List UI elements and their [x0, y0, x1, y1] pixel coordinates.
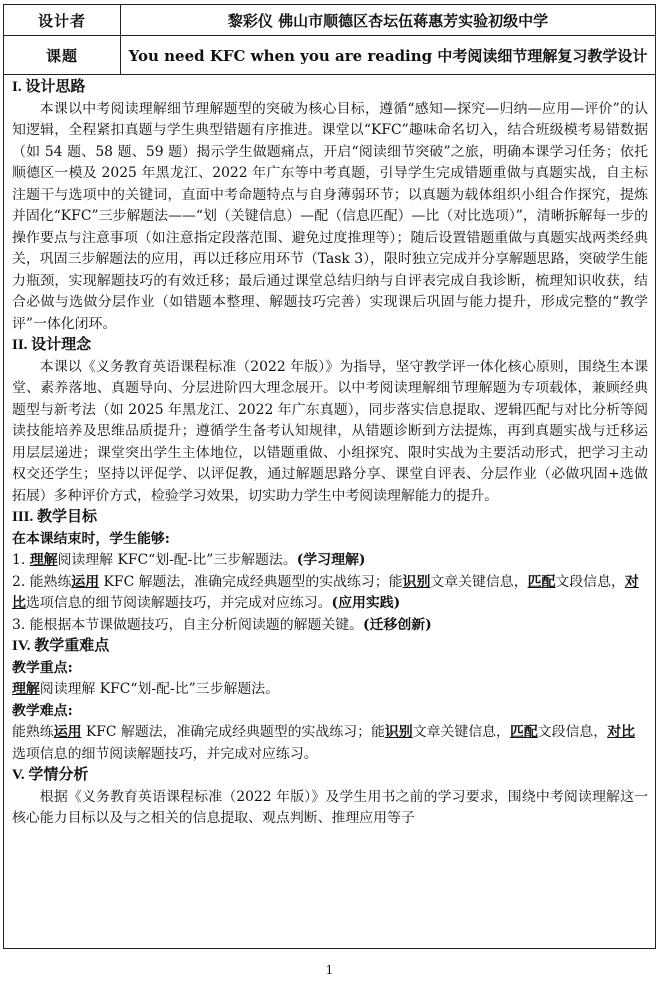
key-points-label: 教学重点: — [12, 659, 73, 676]
objective-1-number: 1. — [12, 552, 26, 568]
objective-2-text-b: KFC 解题法，准确完成经典题型的实战练习；能 — [99, 573, 403, 590]
objective-1-text: 阅读理解 KFC“划-配-比”三步解题法。 — [57, 552, 297, 568]
topic-row — [4, 36, 655, 75]
difficult-points-text — [12, 722, 648, 765]
section-title-learner-analysis: V. 学情分析 — [12, 767, 89, 783]
difficult-text-e: 选项信息的细节阅读解题技巧，并完成对应练习。 — [12, 745, 318, 762]
design-concept-paragraph: 本课以《义务教育英语课程标准（2022 年版）》为指导，坚守教学评一体化核心原则，围绕生本课堂、素养落地、真题导向、分层进阶四大理念展开。以中考阅读理解细节理解题为专项载体，兼顾经典题型与新考法（如 2025 年黑龙江、2022 年广东真题），同步落实信息提取、逻辑匹配与对比分析等阅读技能培养及思维品质提升；遵循学生备考认知规律，从错题诊断到方法提炼，再到真题实战与迁移运用层层递进；课堂突出学生主体地位，以错题重做、小组探究、限时实战为主要活动形式，把学习主动权交还学生；坚持以评促学、以评促教，通过解题思路分享、课堂自评表、分层作业（必做巩固+选做拓展）多种评价方式，检验学习效果，切实助力学生中考阅读理解能力的提升。 — [12, 358, 648, 504]
objectives-lead: 在本课结束时，学生能够: — [12, 530, 170, 547]
designer-label: 设计者 — [4, 5, 121, 35]
objective-2 — [12, 572, 648, 615]
learner-analysis-paragraph: 根据《义务教育英语课程标准（2022 年版）》及学生用书之前的学习要求，围绕中考阅读理解这一核心能力目标以及与之相关的信息提取、观点判断、推理应用等子 — [12, 788, 648, 826]
objective-1 — [12, 550, 648, 572]
objective-2-text-d: 文段信息， — [555, 573, 625, 590]
key-points-keyword: 理解 — [12, 681, 40, 697]
key-points-body: 阅读理解 KFC“划-配-比”三步解题法。 — [39, 681, 280, 697]
objective-3-tag: (迁移创新) — [363, 616, 432, 633]
objective-1-tag: (学习理解) — [296, 552, 366, 568]
objective-2-tag: (应用实践) — [331, 595, 401, 611]
section-title-key-difficult: IV. 教学重难点 — [12, 638, 110, 654]
difficult-keyword-compare: 对比 — [607, 724, 635, 740]
key-points-text — [12, 679, 648, 701]
objective-3 — [12, 615, 648, 637]
design-idea-paragraph: 本课以中考阅读理解细节理解题型的突破为核心目标，遵循“感知—探究—归纳—应用—评价”的认知逻辑，全程紧扣真题与学生典型错题有序推进。课堂以“KFC”趣味命名切入，结合班级模考易错数据（如 54 题、58 题、59 题）揭示学生做题痛点，开启“阅读细节突破”之旅，明确本课学习任务；依托顺德区一模及 2025 年黑龙江、2022 年广东等中考真题，引导学生完成错题重做与真题实战，自主标注题干与选项中的关键词，直面中考命题特点与自身薄弱环节；以真题为载体组织小组合作探究，提炼并固化“KFC”三步解题法——“划（关键信息）—配（信息匹配）—比（对比选项）”，清晰拆解每一步的操作要点与注意事项（如注意指定段落范围、避免过度推理等）；随后设置错题重做与真题实战两类经典关，巩固三步解题法的应用，再以迁移应用环节（Task 3），限时独立完成并分享解题思路，突破学生能力瓶颈，实现解题技巧的有效迁移；最后通过课堂总结归纳与自评表完成自我诊断，梳理知识收获，结合必做与选做分层作业（如错题本整理、解题技巧完善）实现课后巩固与能力提升，形成完整的“教学评”一体化闭环。 — [12, 100, 648, 332]
objective-3-text: 3. 能根据本节课做题技巧，自主分析阅读题的解题关键。 — [12, 616, 364, 633]
objective-2-keyword-compare: 对比 — [12, 573, 639, 611]
difficult-points-label: 教学难点: — [12, 702, 73, 719]
document-table — [3, 4, 656, 949]
objective-2-keyword-identify: 识别 — [402, 573, 431, 590]
difficult-keyword-match: 匹配 — [509, 724, 538, 740]
objective-2-keyword-use: 运用 — [71, 573, 100, 590]
topic-value: You need KFC when you are reading 中考阅读细节理解复习教学设计 — [128, 46, 648, 65]
section-title-design-idea: I. 设计思路 — [12, 79, 86, 95]
section-title-objectives: III. 教学目标 — [12, 509, 98, 525]
topic-label: 课题 — [4, 36, 121, 74]
objective-2-text-a: 2. 能熟练 — [12, 573, 72, 590]
difficult-text-b: KFC 解题法，准确完成经典题型的实战练习；能 — [81, 724, 385, 740]
difficult-keyword-identify: 识别 — [384, 724, 413, 740]
section-title-design-concept: II. 设计理念 — [12, 337, 92, 353]
objective-2-text-c: 文章关键信息， — [430, 573, 528, 590]
designer-row — [4, 5, 655, 36]
difficult-text-a: 能熟练 — [12, 724, 54, 740]
objective-2-keyword-match: 匹配 — [527, 573, 556, 590]
difficult-keyword-use: 运用 — [53, 724, 82, 740]
objective-1-keyword: 理解 — [29, 552, 58, 568]
document-body — [4, 75, 655, 948]
difficult-text-c: 文章关键信息， — [412, 724, 510, 740]
difficult-text-d: 文段信息， — [537, 724, 608, 740]
objective-2-text-e: 选项信息的细节阅读解题技巧，并完成对应练习。 — [25, 595, 332, 611]
page-number: 1 — [325, 963, 334, 977]
designer-value: 黎彩仪 佛山市顺德区杏坛伍蒋惠芳实验初级中学 — [227, 11, 549, 30]
